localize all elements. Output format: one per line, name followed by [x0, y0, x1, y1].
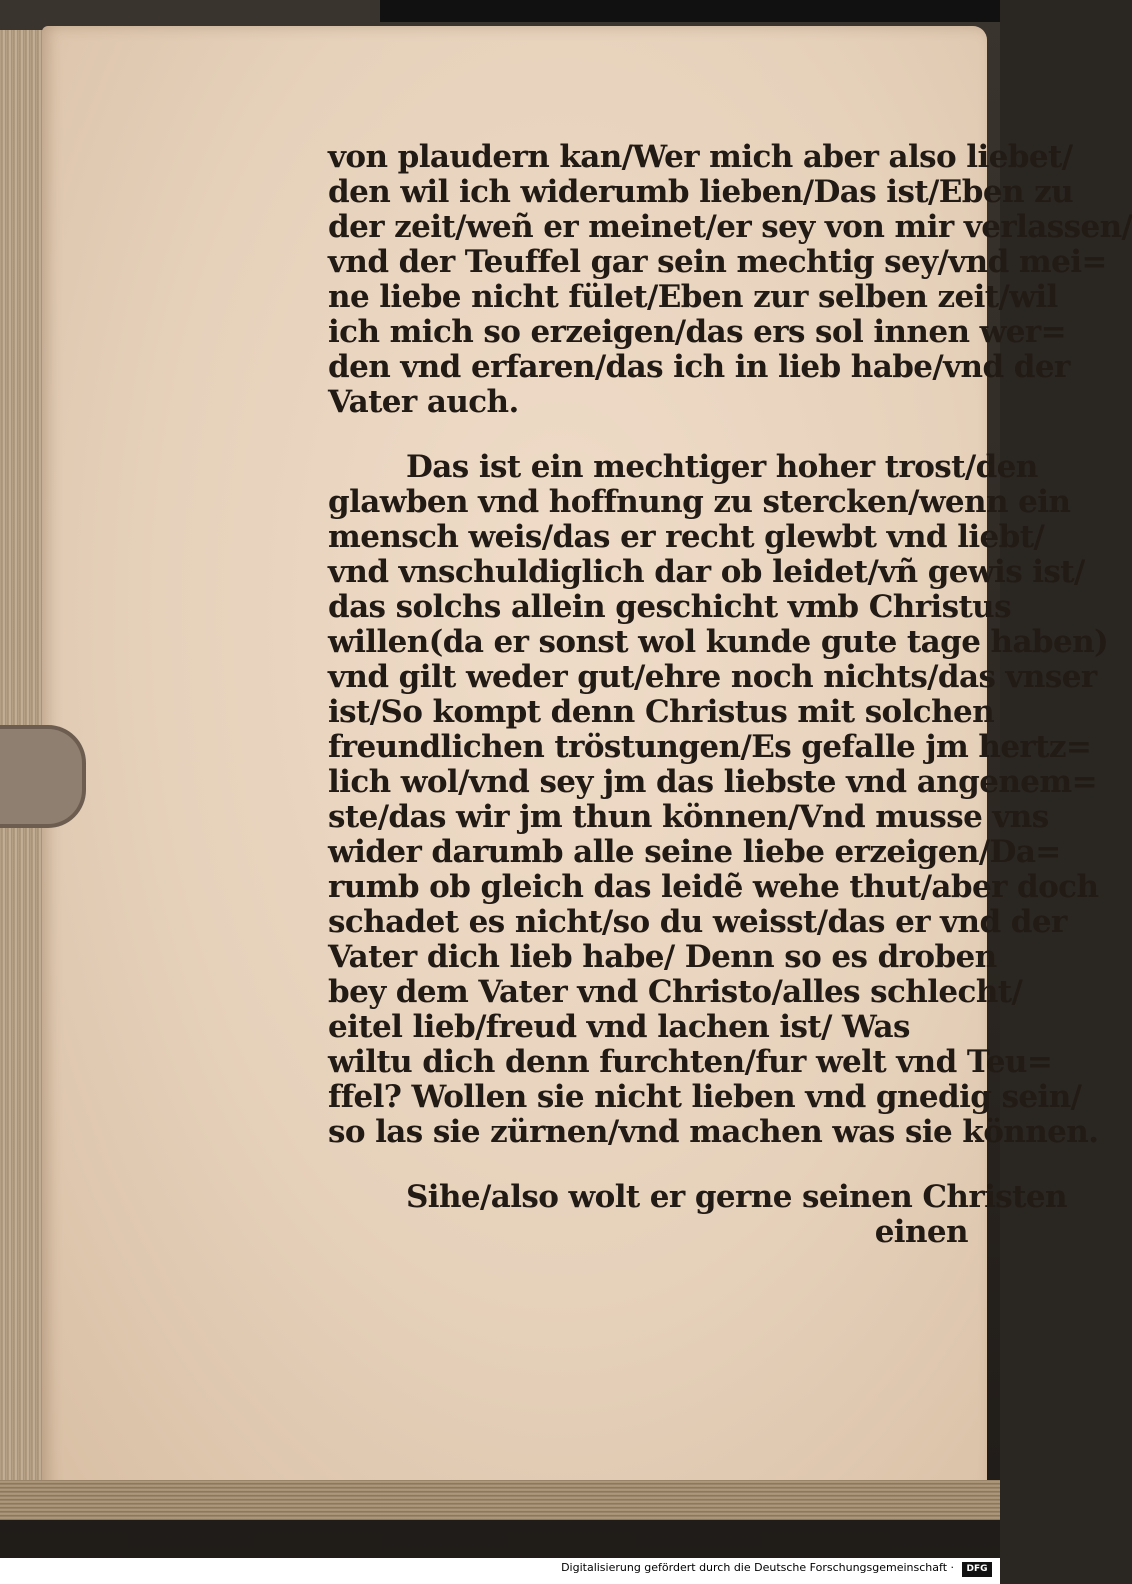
- text-line: Sihe/also wolt er gerne seinen Christen: [406, 1179, 1067, 1215]
- text-line: rumb ob gleich das leidẽ wehe thut/aber doch: [328, 869, 1099, 905]
- text-line: so las sie zürnen/vnd machen was sie können.: [328, 1114, 1099, 1150]
- clasp-ribbon: [0, 725, 86, 828]
- text-line: willen(da er sonst wol kunde gute tage haben): [328, 624, 1109, 660]
- page-edges: [0, 1480, 1000, 1520]
- text-line: Vater dich lieb habe/ Denn so es droben: [328, 939, 997, 975]
- page-text: [328, 139, 1132, 1250]
- text-line: bey dem Vater vnd Christo/alles schlecht/: [328, 974, 1023, 1010]
- text-line: ffel? Wollen sie nicht lieben vnd gnedig sein/: [328, 1079, 1082, 1115]
- paragraph-gap: [328, 420, 968, 450]
- text-line: der zeit/weñ er meinet/er sey von mir verlassen/: [328, 209, 1132, 245]
- text-line: ich mich so erzeigen/das ers sol innen wer=: [328, 314, 1066, 350]
- paragraph-3: [328, 1179, 1067, 1215]
- catchword: einen: [874, 1214, 968, 1250]
- text-line: glawben vnd hoffnung zu stercken/wenn ein: [328, 484, 1071, 520]
- text-line: schadet es nicht/so du weisst/das er vnd der: [328, 904, 1067, 940]
- dfg-logo: DFG: [962, 1562, 992, 1577]
- top-shadow: [380, 0, 1000, 22]
- text-line: vnd vnschuldiglich dar ob leidet/vñ gewis ist/: [328, 554, 1085, 590]
- text-line: vnd der Teuffel gar sein mechtig sey/vnd mei=: [328, 244, 1107, 280]
- text-line: ne liebe nicht fület/Eben zur selben zeit/wil: [328, 279, 1058, 315]
- text-line: lich wol/vnd sey jm das liebste vnd angenem=: [328, 764, 1097, 800]
- text-line: mensch weis/das er recht glewbt vnd liebt/: [328, 519, 1045, 555]
- paragraph-gap: [328, 1150, 968, 1180]
- text-line: ste/das wir jm thun können/Vnd musse vns: [328, 799, 1049, 835]
- text-line: eitel lieb/freud vnd lachen ist/ Was: [328, 1009, 910, 1045]
- text-line: wider darumb alle seine liebe erzeigen/Da=: [328, 834, 1061, 870]
- paragraph-1: [328, 139, 1132, 420]
- paragraph-2: [328, 449, 1109, 1150]
- text-line: freundlichen tröstungen/Es gefalle jm hertz=: [328, 729, 1092, 765]
- text-line: Vater auch.: [328, 384, 519, 420]
- text-line: Das ist ein mechtiger hoher trost/den: [406, 449, 1038, 485]
- text-line: den wil ich widerumb lieben/Das ist/Eben zu: [328, 174, 1074, 210]
- text-line: den vnd erfaren/das ich in lieb habe/vnd der: [328, 349, 1070, 385]
- text-line: ist/So kompt denn Christus mit solchen: [328, 694, 995, 730]
- text-line: vnd gilt weder gut/ehre noch nichts/das vnser: [328, 659, 1097, 695]
- text-line: wiltu dich denn furchten/fur welt vnd Teu=: [328, 1044, 1053, 1080]
- footer-credit: Digitalisierung gefördert durch die Deutsche Forschungsgemeinschaft ·: [561, 1561, 954, 1574]
- text-line: das solchs allein geschicht vmb Christus: [328, 589, 1011, 625]
- text-line: von plaudern kan/Wer mich aber also liebet/: [328, 139, 1073, 175]
